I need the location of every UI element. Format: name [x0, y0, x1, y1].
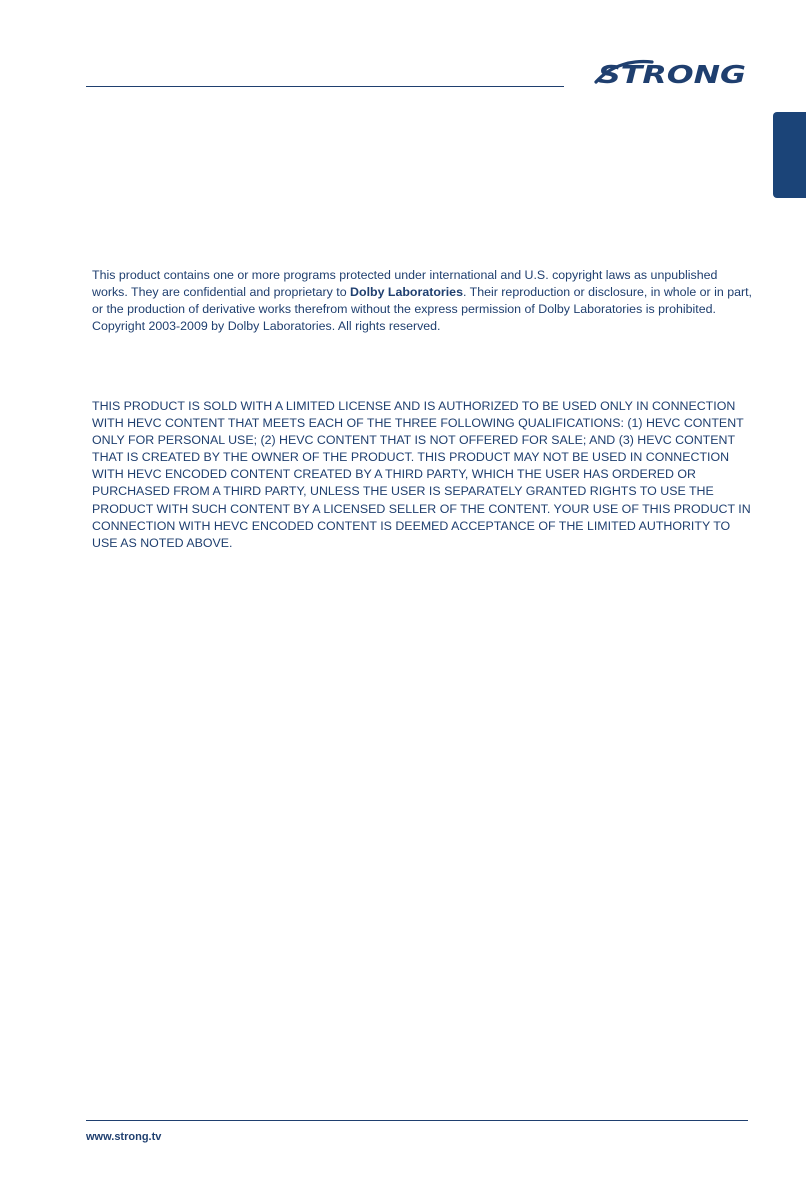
- svg-text:STRONG: STRONG: [598, 60, 746, 88]
- copyright-text-start: This product contains one or more programs protected under international and U.S. copyright laws as unpublished works. They are confidential and proprietary to: [92, 268, 718, 300]
- copyright-paragraph: [92, 267, 752, 335]
- copyright-text-end: . Their reproduction or disclosure, in whole or in part, or the production of derivative works therefrom without the express permission of Dolby Laboratories is prohibited. Copyright 2003-2009 by Dolby Laboratories. All rights reserved.: [92, 285, 752, 334]
- language-tab: [773, 112, 806, 198]
- strong-logo: [592, 58, 750, 88]
- strong-logo-icon: [592, 58, 750, 88]
- footer-divider: [86, 1120, 748, 1121]
- hevc-license-paragraph: THIS PRODUCT IS SOLD WITH A LIMITED LICENSE AND IS AUTHORIZED TO BE USED ONLY IN CONNECTION WITH HEVC CONTENT THAT MEETS EACH OF THE THREE FOLLOWING QUALIFICATIONS: (1) HEVC CONTENT ONLY FOR PERSONAL USE; (2) HEVC CONTENT THAT IS NOT OFFERED FOR SALE; AND (3) HEVC CONTENT THAT IS CREATED BY THE OWNER OF THE PRODUCT. THIS PRODUCT MAY NOT BE USED IN CONNECTION WITH HEVC ENCODED CONTENT CREATED BY A THIRD PARTY, WHICH THE USER HAS ORDERED OR PURCHASED FROM A THIRD PARTY, UNLESS THE USER IS SEPARATELY GRANTED RIGHTS TO USE THE PRODUCT WITH SUCH CONTENT BY A LICENSED SELLER OF THE CONTENT. YOUR USE OF THIS PRODUCT IN CONNECTION WITH HEVC ENCODED CONTENT IS DEEMED ACCEPTANCE OF THE LIMITED AUTHORITY TO USE AS NOTED ABOVE.: [92, 399, 751, 550]
- header-divider: [86, 86, 564, 87]
- footer-website-link[interactable]: www.strong.tv: [86, 1131, 162, 1143]
- dolby-laboratories-bold: Dolby Laboratories: [350, 285, 463, 300]
